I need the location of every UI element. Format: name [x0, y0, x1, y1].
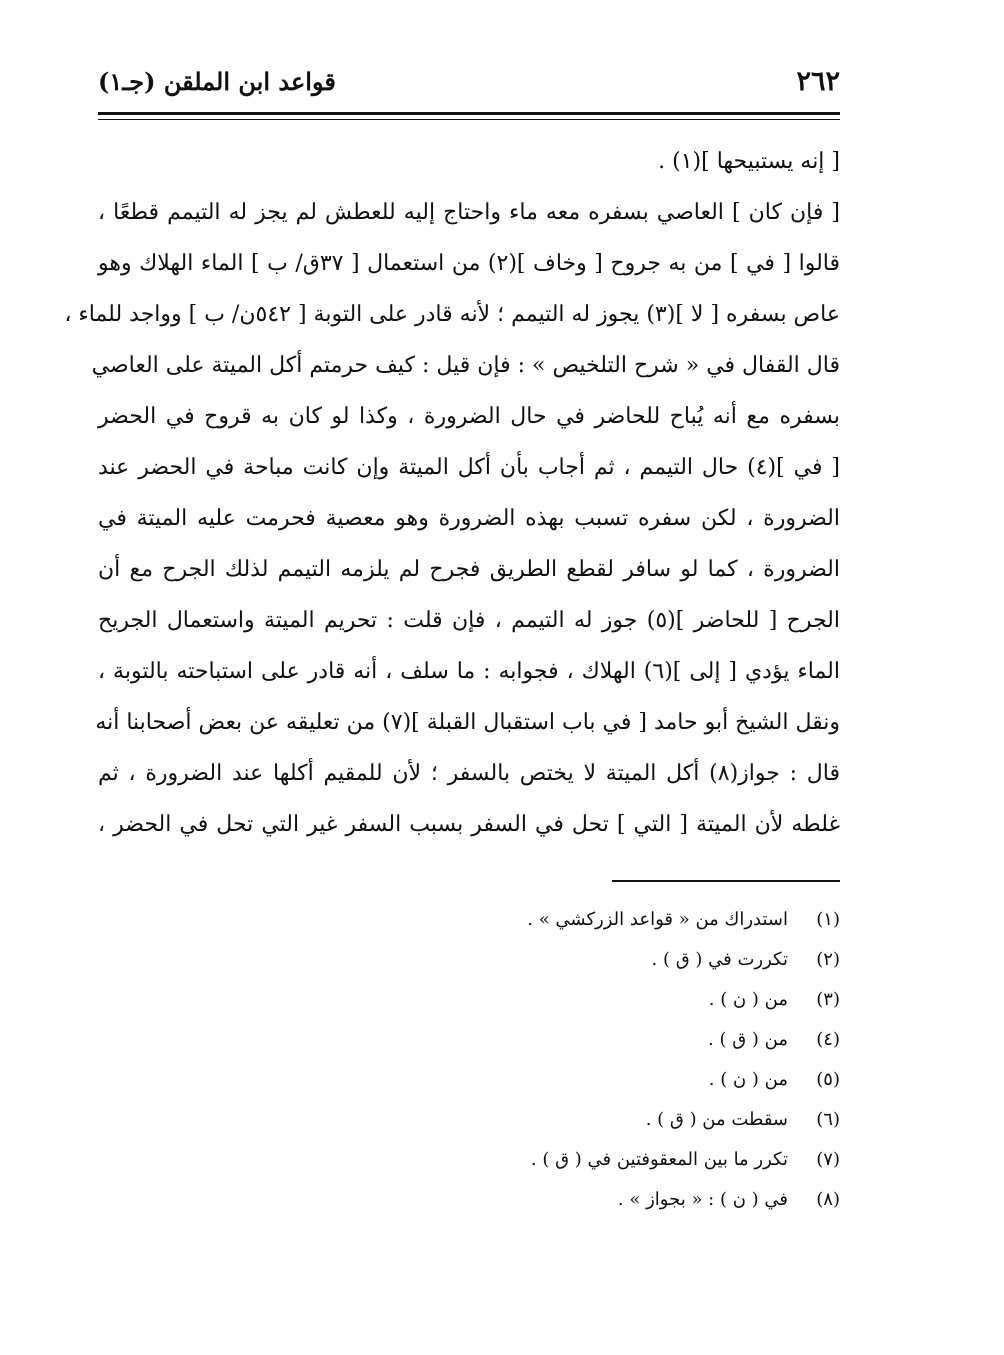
header-rule-thick: [98, 112, 840, 115]
text-line: الماء يؤدي [ إلى ](٦) الهلاك ، فجوابه : ما سلف ، أنه قادر على استباحته بالتوبة ،: [98, 659, 840, 684]
footnote-text: استدراك من « قواعد الزركشي » .: [527, 909, 788, 930]
text-line: بسفره مع أنه يُباح للحاضر في حال الضرورة ، وكذا لو كان به قروح في الحضر: [98, 404, 840, 429]
footnote-text: تكررت في ( ق ) .: [651, 949, 788, 970]
text-line: غلطه لأن الميتة [ التي ] تحل في السفر بسبب السفر غير التي تحل في الحضر ،: [98, 812, 840, 837]
footnote-number: (٧): [816, 1149, 840, 1170]
footnote-text: من ( ن ) .: [708, 989, 788, 1010]
footnote-text: من ( ق ) .: [708, 1029, 788, 1050]
footnote-number: (١): [816, 909, 840, 930]
header-rule-thin: [98, 119, 840, 120]
footnotes: [400, 900, 840, 1220]
book-title: قواعد ابن الملقن (جـ١): [98, 67, 336, 96]
footnote-number: (٢): [816, 949, 840, 970]
body-text: [64, 136, 841, 850]
footnote: [400, 980, 840, 1020]
footnote-number: (٥): [816, 1069, 840, 1090]
text-line: قالوا [ في ] من به جروح [ وخاف ](٢) من استعمال [ ٣٧ق/ ب ] الماء الهلاك وهو: [98, 251, 840, 276]
page-number: ٢٦٢: [796, 66, 840, 97]
footnote-number: (٨): [816, 1189, 840, 1210]
text-line: الضرورة ، كما لو سافر لقطع الطريق فجرح لم يلزمه التيمم لذلك الجرح مع أن: [98, 557, 840, 582]
footnote: [400, 1180, 840, 1220]
footnote-text: سقطت من ( ق ) .: [645, 1109, 788, 1130]
footnote-number: (٦): [816, 1109, 840, 1130]
text-line: الجرح [ للحاضر ](٥) جوز له التيمم ، فإن قلت : تحريم الميتة واستعمال الجريح: [98, 608, 840, 633]
footnote-separator: [612, 880, 840, 882]
footnote: [400, 900, 840, 940]
footnote: [400, 1060, 840, 1100]
footnote-text: من ( ن ) .: [708, 1069, 788, 1090]
text-line: عاص بسفره [ لا ](٣) يجوز له التيمم ؛ لأنه قادر على التوبة [ ٥٤٢ن/ ب ] وواجد للماء ،: [64, 302, 840, 327]
footnote: [400, 940, 840, 980]
footnote-number: (٤): [816, 1029, 840, 1050]
text-line: الضرورة ، لكن سفره تسبب بهذه الضرورة وهو معصية فحرمت عليه الميتة في: [98, 506, 840, 531]
text-line: ونقل الشيخ أبو حامد [ في باب استقبال القبلة ](٧) من تعليقه عن بعض أصحابنا أنه: [95, 710, 840, 735]
text-line: قال : جواز(٨) أكل الميتة لا يختص بالسفر ؛ لأن للمقيم أكلها عند الضرورة ، ثم: [98, 761, 841, 786]
running-header: [98, 64, 840, 104]
footnote-number: (٣): [816, 989, 840, 1010]
footnote: [400, 1140, 840, 1180]
footnote: [400, 1020, 840, 1060]
text-line: قال القفال في « شرح التلخيص » : فإن قيل : كيف حرمتم أكل الميتة على العاصي: [91, 353, 840, 378]
footnote-text: في ( ن ) : « بجواز » .: [617, 1189, 788, 1210]
footnote-text: تكرر ما بين المعقوفتين في ( ق ) .: [530, 1149, 788, 1170]
text-line: [ إنه يستبيحها ](١) .: [658, 149, 840, 174]
text-line: [ فإن كان ] العاصي بسفره معه ماء واحتاج إليه للعطش لم يجز له التيمم قطعًا ،: [98, 200, 840, 225]
text-line: [ في ](٤) حال التيمم ، ثم أجاب بأن أكل الميتة وإن كانت مباحة في الحضر عند: [98, 455, 840, 480]
footnote: [400, 1100, 840, 1140]
